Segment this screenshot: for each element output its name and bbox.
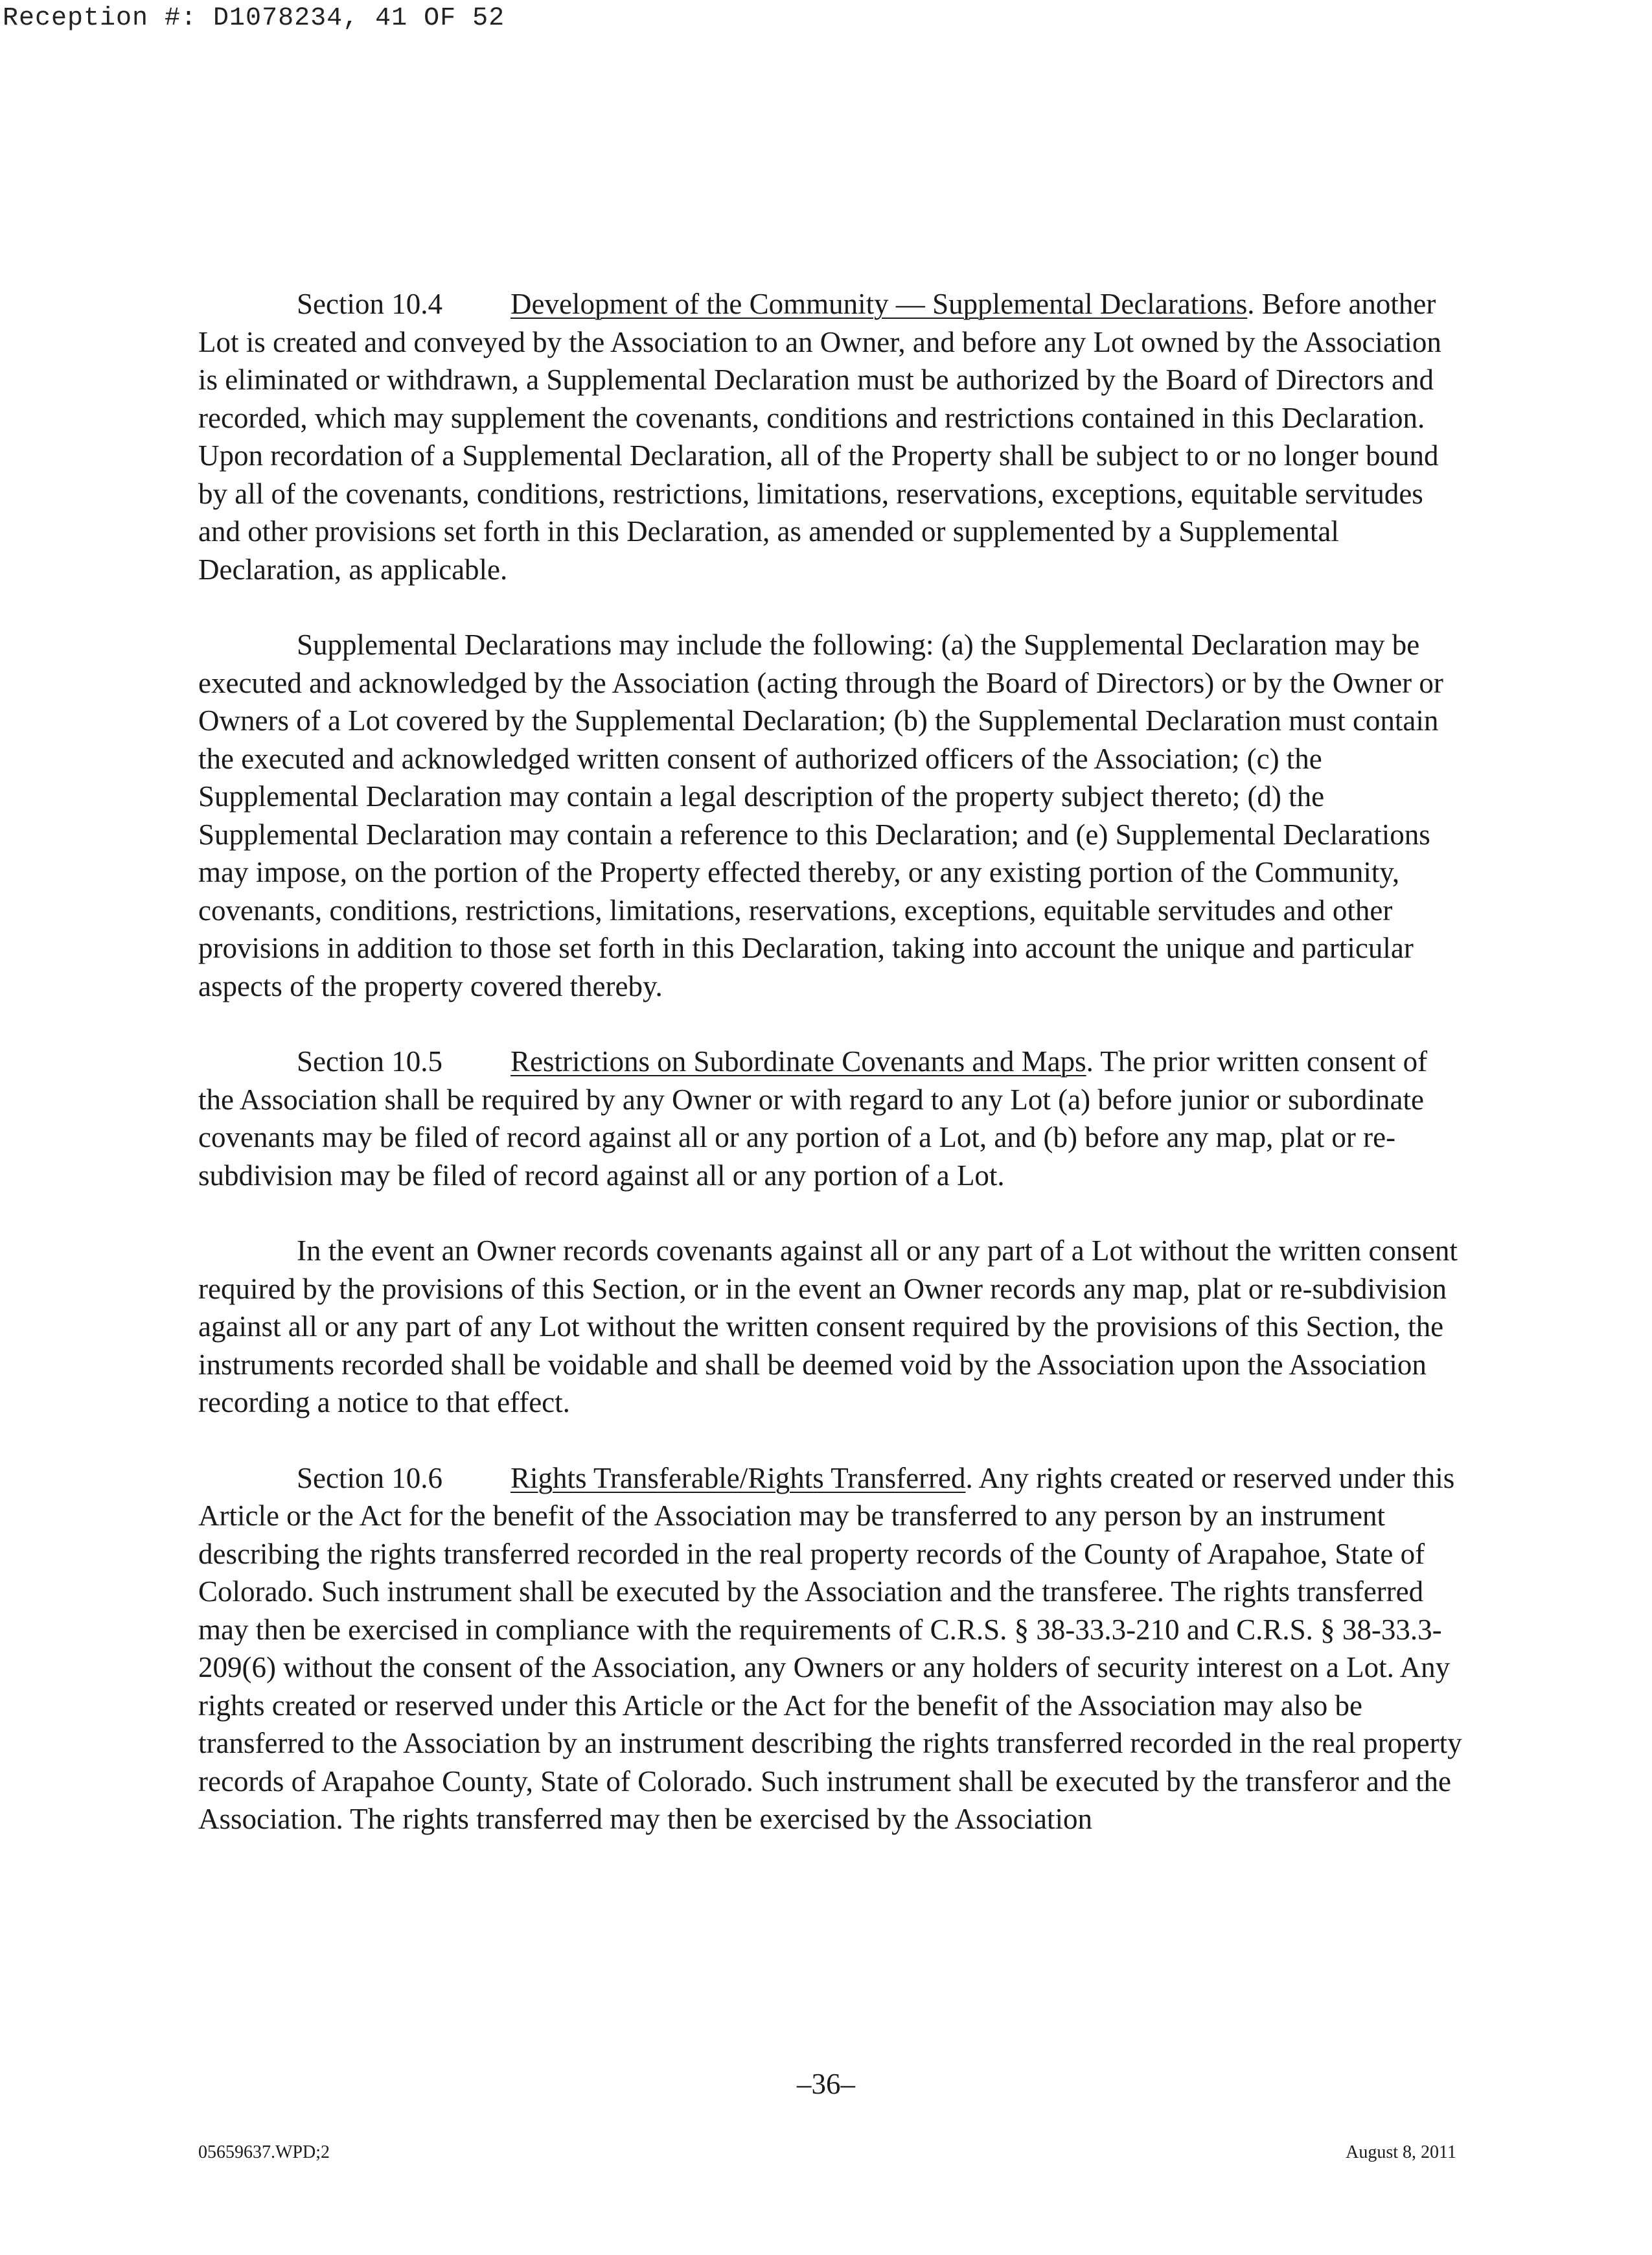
section-10-6-text: . Any rights created or reserved under this Article or the Act for the benefit of the Association may be transferred to any person by an instrument describing the rights transferred recorded in the real property records of the County of Arapahoe, State of Colorado. Such instrument shall be executed by the Association and the transferee. The rights transferred may then be exercised in compliance with the requirements of C.R.S. § 38-33.3-210 and C.R.S. § 38-33.3-209(6) without the consent of the Association, any Owners or any holders of security interest on a Lot. Any rights created or reserved under this Article or the Act for the benefit of the Association may also be transferred to the Association by an instrument describing the rights transferred recorded in the real property records of Arapahoe County, State of Colorado. Such instrument shall be executed by the transferor and the Association. The rights transferred may then be exercised by the Association <box>198 1461 1462 1835</box>
section-10-4-title: Development of the Community — Supplemental Declarations <box>511 288 1248 320</box>
section-10-6-paragraph <box>198 1459 1468 1838</box>
section-10-4-text: . Before another Lot is created and conveyed by the Association to an Owner, and before any Lot owned by the Association is eliminated or withdrawn, a Supplemental Declaration must be authorized by the Board of Directors and recorded, which may supplement the covenants, conditions and restrictions contained in this Declaration. Upon recordation of a Supplemental Declaration, all of the Property shall be subject to or no longer bound by all of the covenants, conditions, restrictions, limitations, reservations, exceptions, equitable servitudes and other provisions set forth in this Declaration, as amended or supplemented by a Supplemental Declaration, as applicable. <box>198 288 1441 586</box>
document-body <box>198 285 1468 1876</box>
document-id: 05659637.WPD;2 <box>198 2142 330 2162</box>
document-date: August 8, 2011 <box>1346 2142 1456 2162</box>
section-10-5-paragraph <box>198 1043 1468 1194</box>
section-10-5-text: . The prior written consent of the Association shall be required by any Owner or with regard to any Lot (a) before junior or subordinate covenants may be filed of record against all or any portion of a Lot, and (b) before any map, plat or re-subdivision may be filed of record against all or any portion of a Lot. <box>198 1045 1428 1192</box>
page-number: –36– <box>797 2068 855 2100</box>
section-10-4-paragraph-2: Supplemental Declarations may include the following: (a) the Supplemental Declaration may be executed and acknowledged by the Association (acting through the Board of Directors) or by the Owner or Owners of a Lot covered by the Supplemental Declaration; (b) the Supplemental Declaration must contain the executed and acknowledged written consent of authorized officers of the Association; (c) the Supplemental Declaration may contain a legal description of the property subject thereto; (d) the Supplemental Declaration may contain a reference to this Declaration; and (e) Supplemental Declarations may impose, on the portion of the Property effected thereby, or any existing portion of the Community, covenants, conditions, restrictions, limitations, reservations, exceptions, equitable servitudes and other provisions in addition to those set forth in this Declaration, taking into account the unique and particular aspects of the property covered thereby. <box>198 629 1443 1002</box>
section-10-5-number: Section 10.5 <box>297 1045 442 1078</box>
section-10-4-paragraph <box>198 285 1468 588</box>
section-10-6-title: Rights Transferable/Rights Transferred <box>511 1461 966 1494</box>
reception-header: Reception #: D1078234, 41 OF 52 <box>3 4 505 33</box>
section-10-4-number: Section 10.4 <box>297 288 442 320</box>
section-10-5-title: Restrictions on Subordinate Covenants and Maps <box>511 1045 1086 1078</box>
section-10-5-paragraph-2: In the event an Owner records covenants against all or any part of a Lot without the written consent required by the provisions of this Section, or in the event an Owner records any map, plat or re-subdivision against all or any part of any Lot without the written consent required by the provisions of this Section, the instruments recorded shall be voidable and shall be deemed void by the Association upon the Association recording a notice to that effect. <box>198 1234 1458 1418</box>
section-10-6-number: Section 10.6 <box>297 1461 442 1494</box>
